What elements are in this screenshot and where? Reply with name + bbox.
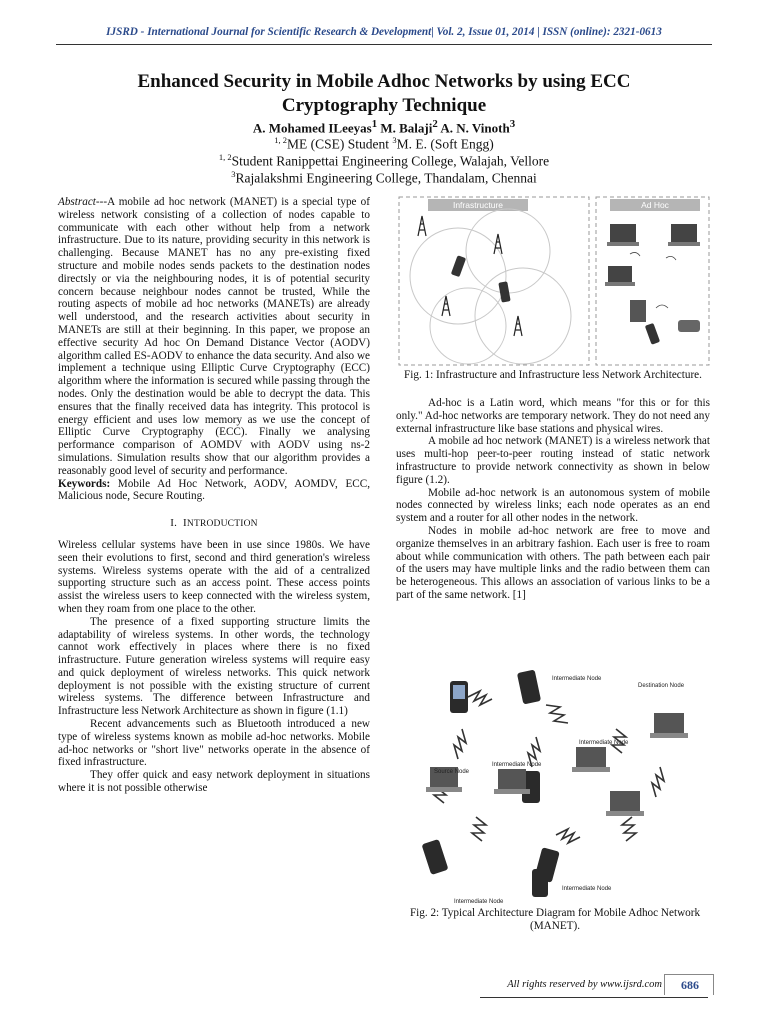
figure-1-caption: Fig. 1: Infrastructure and Infrastructure less Network Architecture. — [404, 369, 702, 381]
abstract-label: Abstract — [58, 196, 96, 208]
label-intermediate-top: Intermediate Node — [552, 676, 602, 682]
affil1-sup-a: 1, 2 — [274, 135, 287, 145]
author-2-sup: 2 — [432, 118, 438, 130]
affiliation-line-3 — [60, 166, 708, 187]
author-1: A. Mohamed ILeeyas — [252, 120, 372, 136]
section-first-letter: I — [183, 517, 187, 530]
phones-infra — [451, 255, 511, 302]
affil3-sup: 3 — [231, 169, 236, 179]
page-number: 686 — [681, 978, 699, 992]
author-1-sup: 1 — [371, 118, 378, 130]
section-heading-introduction — [58, 517, 370, 531]
affil1-text-b: M. E. (Soft Engg) — [396, 136, 494, 152]
zigzag-links — [434, 691, 664, 843]
affil1-sup-b: 3 — [392, 135, 397, 145]
keywords-text: Mobile Ad Hoc Network, AODV, AOMDV, ECC, Malicious node, Secure Routing. — [58, 477, 370, 503]
paper-title — [60, 70, 708, 118]
affil1-text-a: ME (CSE) Student — [286, 136, 393, 152]
infrastructure-label: Infrastructure — [452, 200, 504, 210]
label-intermediate-right: Intermediate Node — [579, 740, 629, 746]
laptops-adhoc — [605, 224, 700, 345]
laptop-node-center — [576, 747, 606, 767]
right-paragraph-1: Ad-hoc is a Latin word, which means "for this or for this only." Ad-hoc networks are temporary network. They do not need any external infrastructure like base stations and physical wires. — [396, 397, 710, 435]
left-column — [58, 196, 370, 795]
author-3: A. N. Vinoth — [440, 120, 510, 136]
author-3-sup: 3 — [509, 118, 516, 130]
author-2: M. Balaji — [380, 120, 433, 136]
phone-node-2 — [517, 669, 541, 704]
running-header: IJSRD - International Journal for Scientific Research & Development| Vol. 2, Issue 01, 2014 | ISSN (online): 2321-0613 — [106, 26, 662, 38]
section-title-rest: NTRODUCTION — [186, 519, 258, 530]
affil3-text: Rajalakshmi Engineering College, Thandalam, Chennai — [235, 170, 537, 186]
left-paragraph-1: Wireless cellular systems have been in use since 1980s. We have seen their evolutions to first, second and third generation's wireless systems. Wireless systems operate with the aid of a centralized supporting structure such as an access point. These access points assist the wireless users to keep connected with the wireless system, when they roam from one place to the other. — [58, 538, 370, 615]
label-destination: Destination Node — [638, 683, 685, 689]
right-paragraph-2: A mobile ad hoc network (MANET) is a wireless network that uses multi-hop peer-to-peer routing instead of static network infrastructure to provide network connectivity as shown in below figure (1.2). — [396, 435, 710, 486]
laptop-node-right — [610, 791, 640, 811]
laptop-node-destination — [654, 713, 684, 733]
figure-2-diagram — [406, 667, 706, 905]
infrastructure-box — [399, 197, 589, 365]
label-intermediate-bottom-left: Intermediate Node — [454, 899, 504, 905]
header-rule — [56, 44, 712, 45]
laptop-nodes — [426, 713, 688, 816]
keywords — [58, 478, 370, 504]
figure-1-diagram — [398, 196, 710, 366]
right-paragraph-3: Mobile ad-hoc network is an autonomous system of mobile nodes connected by wireless links; each node operates as an end system and a router for all other nodes in the network. — [396, 486, 710, 525]
wireless-links — [630, 252, 676, 308]
left-paragraph-4: They offer quick and easy network deployment in situations where it is not possible otherwise — [58, 769, 370, 795]
figure-2 — [406, 667, 706, 905]
footer-rights: All rights reserved by www.ijsrd.com — [507, 979, 662, 990]
title-line-1: Enhanced Security in Mobile Adhoc Networks by using ECC — [137, 71, 631, 92]
affil2-text: Student Ranippettai Engineering College, Walajah, Vellore — [231, 153, 550, 169]
laptop-node-middle — [498, 769, 526, 789]
left-paragraph-2: The presence of a fixed supporting structure limits the adaptability of wireless systems. In other words, the technology cannot work effectively in places where there is no fixed infrastructure. Future generation wireless systems will require easy and quick deployment of wireless networks. This quick network deployment is not possible with the existing structure of current wireless systems. The difference between Infrastructure and Infrastructure less Network Architecture as shown in figure (1.1) — [58, 615, 370, 718]
right-paragraph-4: Nodes in mobile ad-hoc network are free to move and organize themselves in an arbitrary fashion. Each user is free to roam about while communication with others. The path between each pair of the users may have multiple links and the radio between them can be heterogeneous. This allows an association of various links to be a part of the same network. [1] — [396, 524, 710, 601]
figure-2-caption: Fig. 2: Typical Architecture Diagram for Mobile Adhoc Network (MANET). — [409, 907, 701, 932]
right-column — [396, 397, 710, 602]
abstract — [58, 196, 370, 478]
left-paragraph-3: Recent advancements such as Bluetooth introduced a new type of wireless systems known as mobile ad-hoc networks. Mobile ad-hoc networks or "short live" networks operate in the absence of fixed infrastructure. — [58, 718, 370, 769]
abstract-text: ---A mobile ad hoc network (MANET) is a special type of wireless network consisting of a collection of nodes capable to communicate with each other without help from a network infrastructure. Due to its nature, providing security in this network is challenging. Because MANET has no any pre-existing fixed structure and mobile nodes sends packets to the destination nodes directsly or via the neighbouring nodes, it is of potential security concern because neighbour nodes cannot be trusted, While the routing aspects of mobile ad hoc networks (MANETs) are already well understood, and the research activities about security in MANETs are still at their beginning. In this paper, we propose an effective security Ad hoc On Demand Distance Vector (AODV) algorithm called ES-AODV to enhance the data security. And also we implement a technique using Elliptic Curve Cryptography (ECC) algorithm where the information is secured while passing through the nodes. Only the destination would be able to decrypt the data. This ensures that the finally received data has integrity. This protocol is energy efficient and uses low memory as we use the concept of Elliptic Curve Cryptography (ECC). Finally we analysing performance comparison of AOMDV with AODV using ns-2 simulations. Simulation results show that our algorithm provides a reasonably good level of security and performance. — [58, 196, 370, 477]
figure-1 — [398, 196, 710, 366]
adhoc-label: Ad Hoc — [641, 200, 669, 210]
keywords-label: Keywords: — [58, 477, 111, 490]
label-intermediate-bottom-right: Intermediate Node — [562, 886, 612, 892]
title-line-2: Cryptography Technique — [281, 95, 487, 116]
affil2-sup: 1, 2 — [218, 152, 232, 162]
phone-node-4 — [421, 839, 448, 875]
label-source: Source Node — [434, 769, 470, 775]
phone-node-6 — [532, 869, 548, 897]
section-number: I. — [170, 517, 178, 530]
figure-2-labels — [434, 676, 685, 905]
footer-rule — [480, 997, 708, 998]
label-intermediate-mid: Intermediate Node — [492, 762, 542, 768]
coverage-circles — [410, 209, 571, 364]
